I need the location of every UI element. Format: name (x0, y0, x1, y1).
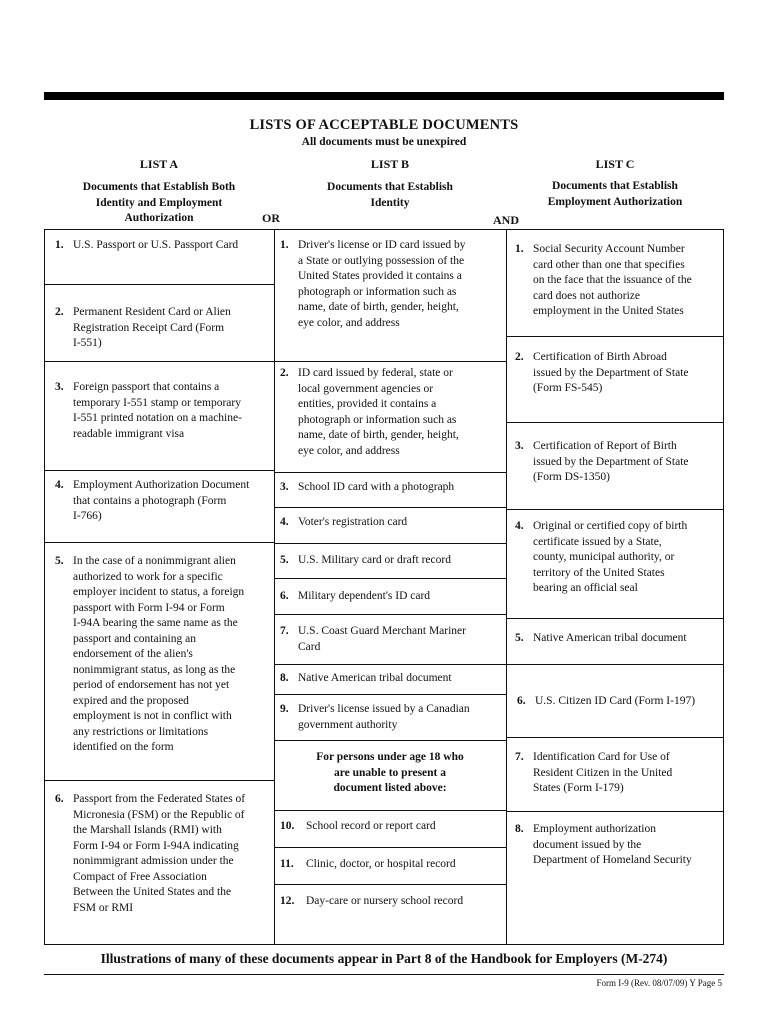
list-b-item-8: 8. Native American tribal document (280, 672, 452, 684)
list-b-item-10: 10. School record or report card (280, 820, 436, 832)
list-b-row-divider (274, 740, 506, 741)
or-label: OR (262, 211, 280, 225)
list-a-title: LIST A (139, 157, 179, 171)
list-c-item-6: 6. U.S. Citizen ID Card (Form I-197) (517, 695, 696, 707)
list-c-item-2: 2. Certification of Birth Abroad issued by the Department of State (Form FS-545) (515, 351, 689, 394)
list-b-row-divider (274, 507, 506, 508)
list-b-title: LIST B (370, 157, 410, 171)
list-a-item-2: 2. Permanent Resident Card or Alien Registration Receipt Card (Form I-551) (55, 306, 231, 349)
footer-rule (44, 974, 724, 975)
list-a-row-divider (45, 361, 274, 362)
list-c-row-divider (506, 664, 724, 665)
list-b-row-divider (274, 578, 506, 579)
list-c-row-divider (506, 422, 724, 423)
list-b-row-divider (274, 847, 506, 848)
list-b-row-divider (274, 361, 506, 362)
list-a-row-divider (45, 284, 274, 285)
list-b-item-7: 7. U.S. Coast Guard Merchant Mariner Card (280, 625, 466, 653)
page-subtitle: All documents must be unexpired (301, 136, 467, 148)
list-c-title: LIST C (595, 157, 635, 171)
list-b-item-11: 11. Clinic, doctor, or hospital record (280, 858, 456, 870)
list-c-description: Documents that Establish Employment Authorization (547, 180, 683, 208)
list-b-item-5: 5. U.S. Military card or draft record (280, 554, 451, 566)
list-c-item-3: 3. Certification of Report of Birth issued by the Department of State (Form DS-1350) (515, 440, 689, 483)
list-b-item-6: 6. Military dependent's ID card (280, 590, 431, 602)
list-c-row-divider (506, 618, 724, 619)
list-a-row-divider (45, 470, 274, 471)
list-b-item-9: 9. Driver's license issued by a Canadian government authority (280, 703, 470, 731)
column-divider-b-c (506, 230, 507, 944)
handbook-note: Illustrations of many of these documents appear in Part 8 of the Handbook for Employers (M-274) (100, 951, 668, 966)
list-a-item-3: 3. Foreign passport that contains a temporary I-551 stamp or temporary I-551 printed notation on a machine- readable immigrant visa (55, 381, 242, 440)
under-18-note: For persons under age 18 who are unable to present a document listed above: (316, 751, 464, 794)
list-b-description: Documents that Establish Identity (327, 181, 453, 209)
list-c-item-7: 7. Identification Card for Use of Resident Citizen in the United States (Form I-179) (515, 751, 673, 794)
list-c-item-5: 5. Native American tribal document (515, 632, 687, 644)
list-a-item-5: 5. In the case of a nonimmigrant alien authorized to work for a specific employer incident to status, a foreign passport with Form I-94 or Form I-94A bearing the same name as the passport and containing an endorsement of the alien's nonimmigrant status, as long as the period of endorsement has not yet expired and the proposed employment is not in conflict with any restrictions or limitations identified on the form (55, 555, 245, 753)
list-b-item-12: 12. Day-care or nursery school record (280, 895, 464, 907)
list-b-item-1: 1. Driver's license or ID card issued by a State or outlying possession of the United States provided it contains a photograph or information such as name, date of birth, gender, height, eye color, and address (280, 239, 466, 329)
list-a-row-divider (45, 780, 274, 781)
list-c-row-divider (506, 811, 724, 812)
list-a-description: Documents that Establish Both Identity and Employment Authorization (82, 181, 236, 224)
top-heavy-rule (44, 92, 724, 100)
list-b-item-2: 2. ID card issued by federal, state or local government agencies or entities, provided it contains a photograph or information such as name, date of birth, gender, height, eye color, and address (280, 367, 459, 457)
list-c-item-8: 8. Employment authorization document issued by the Department of Homeland Security (515, 823, 692, 866)
list-b-row-divider (274, 472, 506, 473)
list-a-item-4: 4. Employment Authorization Document that contains a photograph (Form I-766) (55, 479, 250, 522)
and-label: AND (493, 213, 519, 227)
list-b-item-4: 4. Voter's registration card (280, 516, 408, 528)
list-b-row-divider (274, 884, 506, 885)
column-divider-a-b (274, 230, 275, 944)
form-revision-label: Form I-9 (Rev. 08/07/09) Y Page 5 (596, 978, 722, 988)
documents-table (44, 229, 724, 945)
list-c-row-divider (506, 737, 724, 738)
list-b-row-divider (274, 664, 506, 665)
list-b-row-divider (274, 614, 506, 615)
list-c-item-4: 4. Original or certified copy of birth certificate issued by a State, county, municipal authority, or territory of the United States bearing an official seal (515, 520, 688, 594)
list-c-item-1: 1. Social Security Account Number card other than one that specifies on the face that the issuance of the card does not authorize employment in the United States (515, 243, 692, 317)
list-c-row-divider (506, 509, 724, 510)
list-a-item-1: 1. U.S. Passport or U.S. Passport Card (55, 239, 239, 251)
page-title: LISTS OF ACCEPTABLE DOCUMENTS (249, 117, 519, 133)
list-b-row-divider (274, 543, 506, 544)
list-b-item-3: 3. School ID card with a photograph (280, 481, 455, 493)
list-b-row-divider (274, 810, 506, 811)
list-c-row-divider (506, 336, 724, 337)
list-b-row-divider (274, 694, 506, 695)
list-a-row-divider (45, 542, 274, 543)
list-a-item-6: 6. Passport from the Federated States of Micronesia (FSM) or the Republic of the Marshall Islands (RMI) with Form I-94 or Form I-94A indicating nonimmigrant admission under the Compact of Free Association Between the United States and the FSM or RMI (55, 793, 246, 914)
